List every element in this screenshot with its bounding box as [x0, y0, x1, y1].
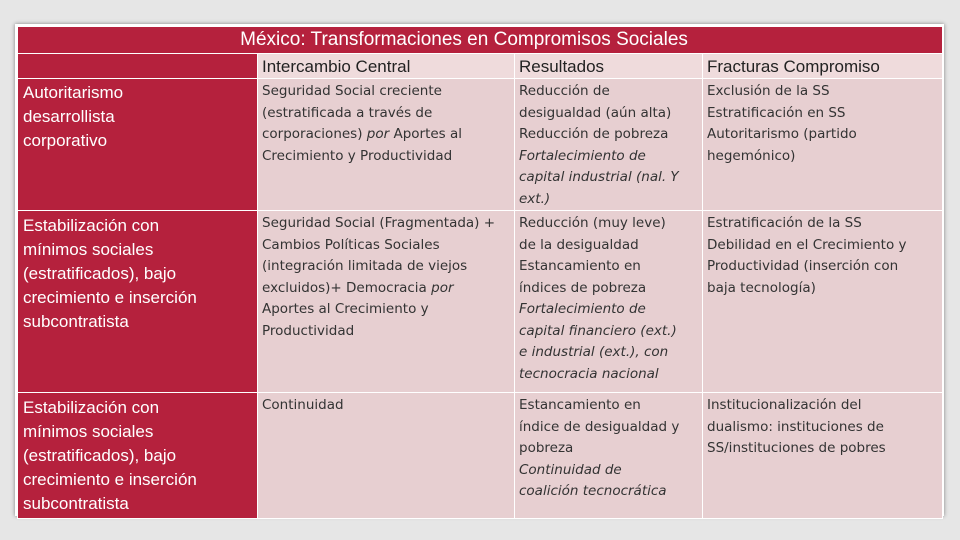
- cell-line-italic: capital industrial (nal. Y: [519, 169, 679, 185]
- row-header-line: mínimos sociales: [23, 240, 154, 259]
- cell-line: Productividad: [262, 322, 355, 339]
- cell-line: Estancamiento en: [519, 397, 641, 413]
- cell-line-italic: capital financiero (ext.): [519, 322, 677, 339]
- row-header-line: (estratificados), bajo: [23, 446, 177, 465]
- cell-line: índices de pobreza: [519, 279, 647, 296]
- table-row: [18, 393, 943, 519]
- row-header-line: corporativo: [23, 131, 108, 150]
- cell-line: Institucionalización del: [707, 397, 862, 413]
- row-header-line: subcontratista: [23, 312, 129, 331]
- fracturas-cell: [703, 211, 943, 393]
- column-header-resultados: Resultados: [515, 54, 703, 79]
- cell-line: hegemónico): [707, 147, 796, 164]
- header-row: [18, 54, 943, 79]
- cell-text-segment: excluidos)+ Democracia: [262, 279, 432, 296]
- cell-line: Estratificación de la SS: [707, 215, 862, 231]
- cell-line: de la desigualdad: [519, 236, 639, 253]
- column-header-intercambio: Intercambio Central: [258, 54, 515, 79]
- cell-line: Autoritarismo (partido: [707, 126, 857, 142]
- cell-line-italic: tecnocracia nacional: [519, 365, 659, 382]
- cell-line: Seguridad Social (Fragmentada) +: [262, 215, 496, 231]
- cell-line: baja tecnología): [707, 279, 816, 296]
- table-title: [18, 27, 943, 54]
- resultados-cell: [515, 393, 703, 519]
- cell-line-italic: ext.): [519, 190, 551, 207]
- row-header-line: desarrollista: [23, 107, 115, 126]
- cell-line: Reducción (muy leve): [519, 215, 666, 231]
- intercambio-cell: [258, 211, 515, 393]
- row-header-cell: [18, 393, 258, 519]
- cell-line-italic: Fortalecimiento de: [519, 147, 646, 164]
- cell-line: desigualdad (aún alta): [519, 104, 672, 121]
- row-header-line: mínimos sociales: [23, 422, 154, 441]
- cell-line: Productividad (inserción con: [707, 258, 899, 274]
- cell-line: dualismo: instituciones de: [707, 418, 884, 435]
- table-title-text: México: Transformaciones en Compromisos Sociales: [240, 29, 688, 50]
- cell-line: Estratificación en SS: [707, 104, 846, 121]
- row-header-line: Estabilización con: [23, 216, 160, 235]
- cell-line: (integración limitada de viejos: [262, 258, 468, 274]
- cell-line: Continuidad: [262, 397, 344, 413]
- cell-line: Crecimiento y Productividad: [262, 147, 453, 164]
- table-frame: [15, 24, 944, 516]
- cell-line: Exclusión de la SS: [707, 83, 830, 99]
- fracturas-cell: [703, 393, 943, 519]
- row-header-line: Autoritarismo: [23, 83, 124, 102]
- cell-line: Estancamiento en: [519, 258, 641, 274]
- cell-line: Reducción de pobreza: [519, 126, 669, 142]
- cell-text-italic-segment: por: [366, 126, 390, 142]
- cell-line: [262, 278, 510, 300]
- intercambio-cell: [258, 393, 515, 519]
- cell-line: SS/instituciones de pobres: [707, 440, 886, 456]
- cell-text-italic-segment: por: [431, 279, 454, 296]
- cell-line-italic: Fortalecimiento de: [519, 301, 646, 317]
- cell-line: (estratificada a través de: [262, 104, 433, 121]
- cell-line: Aportes al Crecimiento y: [262, 301, 429, 317]
- intercambio-cell: [258, 79, 515, 211]
- cell-line-italic: e industrial (ext.), con: [519, 344, 669, 360]
- cell-line: índice de desigualdad y: [519, 418, 680, 435]
- cell-text-segment: Aportes al: [389, 126, 463, 142]
- cell-line-italic: Continuidad de: [519, 461, 622, 478]
- table-row: [18, 211, 943, 393]
- row-header-cell: [18, 79, 258, 211]
- cell-line: Debilidad en el Crecimiento y: [707, 236, 907, 253]
- row-header-line: crecimiento e inserción: [23, 288, 197, 307]
- table-row: [18, 79, 943, 211]
- header-corner-cell: [18, 54, 258, 79]
- cell-line: Seguridad Social creciente: [262, 83, 442, 99]
- compromisos-table: [17, 26, 943, 519]
- row-header-line: crecimiento e inserción: [23, 470, 197, 489]
- row-header-line: (estratificados), bajo: [23, 264, 177, 283]
- row-header-line: Estabilización con: [23, 398, 160, 417]
- resultados-cell: [515, 211, 703, 393]
- column-header-fracturas: Fracturas Compromiso: [703, 54, 943, 79]
- cell-line-italic: coalición tecnocrática: [519, 483, 667, 499]
- cell-line: [262, 124, 510, 146]
- fracturas-cell: [703, 79, 943, 211]
- cell-line: Cambios Políticas Sociales: [262, 236, 440, 253]
- cell-line: Reducción de: [519, 83, 610, 99]
- cell-line: pobreza: [519, 440, 574, 456]
- cell-text-segment: corporaciones): [262, 126, 367, 142]
- title-row: [18, 27, 943, 54]
- resultados-cell: [515, 79, 703, 211]
- row-header-line: subcontratista: [23, 494, 129, 513]
- row-header-cell: [18, 211, 258, 393]
